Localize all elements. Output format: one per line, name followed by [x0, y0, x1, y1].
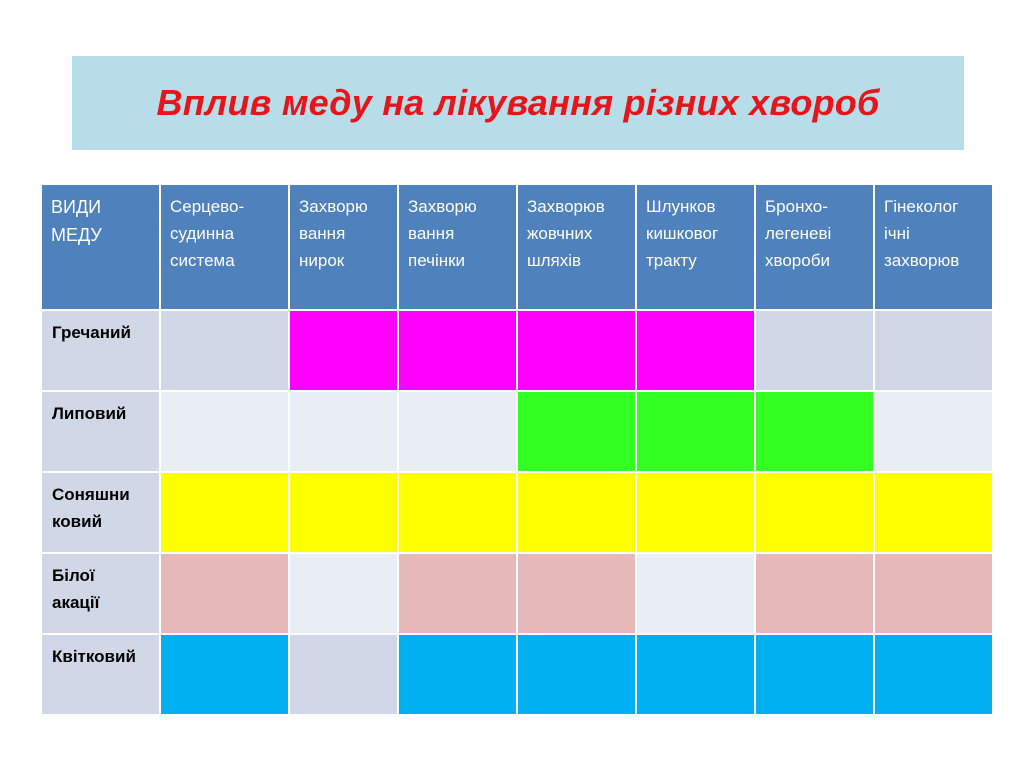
color-cell [755, 391, 874, 472]
color-cell [517, 472, 636, 553]
table-row [41, 553, 993, 634]
table-row [41, 310, 993, 391]
color-cell [636, 553, 755, 634]
table-body [41, 310, 993, 715]
color-cell [755, 472, 874, 553]
color-cell [289, 634, 398, 715]
color-cell [398, 472, 517, 553]
color-cell [160, 634, 289, 715]
color-cell [289, 391, 398, 472]
header-cell-cardiovascular [160, 184, 289, 310]
header-label: Захворюв жовчних шляхів [527, 197, 605, 270]
color-cell [398, 310, 517, 391]
header-label: Гінеколог ічні захворюв [884, 197, 960, 270]
color-cell [160, 310, 289, 391]
table-row [41, 472, 993, 553]
row-label: Квітковий [52, 647, 136, 666]
color-cell [517, 310, 636, 391]
color-cell [289, 310, 398, 391]
color-cell [874, 310, 993, 391]
row-label-cell [41, 472, 160, 553]
row-label: Білої акації [52, 566, 100, 612]
header-cell-liver [398, 184, 517, 310]
color-cell [517, 553, 636, 634]
header-cell-gastro [636, 184, 755, 310]
row-label: Соняшни ковий [52, 485, 130, 531]
header-label: Шлунков кишковог тракту [646, 197, 719, 270]
slide-title: Вплив меду на лікування різних хвороб [156, 82, 880, 123]
color-cell [289, 553, 398, 634]
color-cell [289, 472, 398, 553]
color-cell [755, 310, 874, 391]
color-cell [160, 391, 289, 472]
color-cell [874, 472, 993, 553]
header-label: Захворю вання печінки [408, 197, 477, 270]
header-label: Бронхо- легеневі хвороби [765, 197, 832, 270]
table-row [41, 391, 993, 472]
header-cell-biliary [517, 184, 636, 310]
header-cell-honey-types [41, 184, 160, 310]
title-box [72, 56, 964, 150]
color-cell [517, 391, 636, 472]
color-cell [398, 391, 517, 472]
color-cell [636, 310, 755, 391]
color-cell [755, 634, 874, 715]
color-cell [160, 553, 289, 634]
row-label-cell [41, 634, 160, 715]
row-label: Гречаний [52, 323, 131, 342]
header-cell-kidney [289, 184, 398, 310]
color-cell [874, 391, 993, 472]
color-cell [636, 391, 755, 472]
table-row [41, 634, 993, 715]
color-cell [160, 472, 289, 553]
header-label: ВИДИ МЕДУ [51, 197, 102, 245]
header-label: Серцево- судинна система [170, 197, 245, 270]
color-cell [636, 472, 755, 553]
color-cell [517, 634, 636, 715]
color-cell [398, 634, 517, 715]
color-cell [874, 553, 993, 634]
color-cell [398, 553, 517, 634]
header-cell-gynecologic [874, 184, 993, 310]
color-cell [874, 634, 993, 715]
row-label-cell [41, 391, 160, 472]
header-label: Захворю вання нирок [299, 197, 368, 270]
color-cell [755, 553, 874, 634]
color-cell [636, 634, 755, 715]
row-label-cell [41, 553, 160, 634]
row-label: Липовий [52, 404, 127, 423]
honey-effects-table [40, 183, 994, 716]
header-row [41, 184, 993, 310]
row-label-cell [41, 310, 160, 391]
header-cell-broncho [755, 184, 874, 310]
